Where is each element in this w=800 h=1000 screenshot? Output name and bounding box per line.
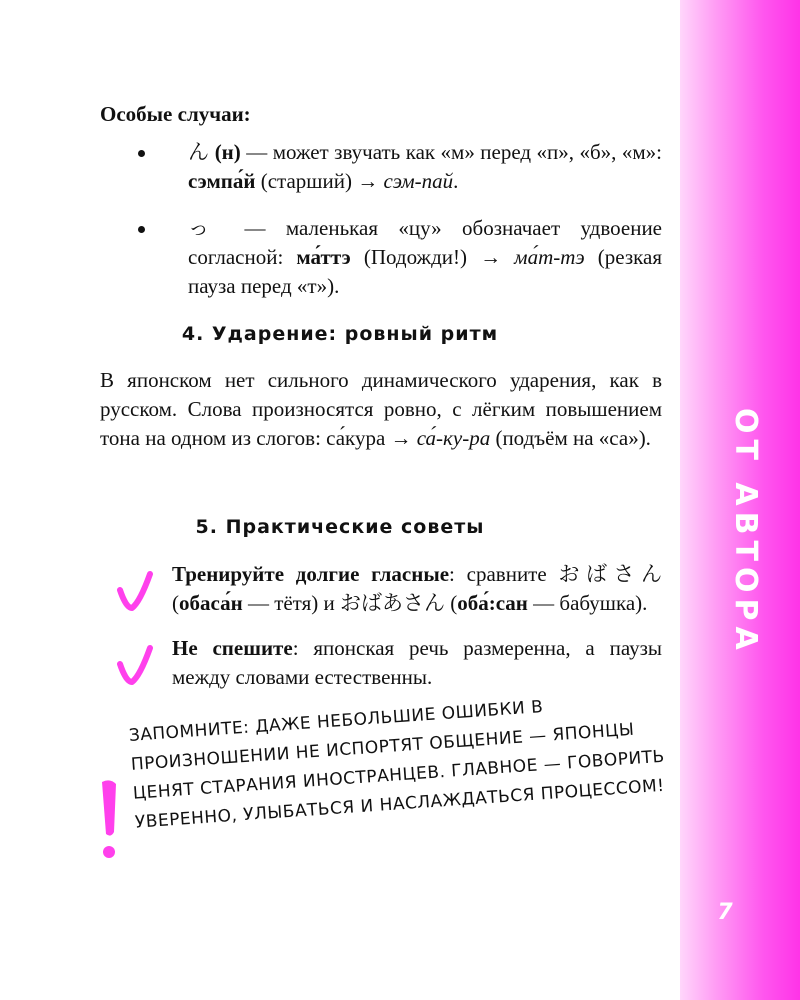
arrow-icon: → — [390, 426, 412, 450]
check-mark-icon — [116, 568, 156, 616]
pronunciation: ма́т-тэ — [514, 245, 585, 269]
item-text: — может звучать как «м» перед «п», «б», «м»: — [240, 140, 663, 164]
list-item — [100, 634, 662, 692]
exclamation-icon — [92, 776, 132, 866]
tip-text: : сравните おばさん ( — [172, 562, 662, 615]
romaji-code: (н) — [214, 140, 241, 164]
example-word: сэмпа́й — [188, 169, 256, 193]
list-item — [100, 214, 662, 301]
example-word: ма́ттэ — [296, 245, 351, 269]
pronunciation: са́-ку-ра — [416, 426, 491, 450]
item-text: (резкая пауза перед «т»). — [188, 245, 662, 298]
reminder-note: ЗАПОМНИТЕ: ДАЖЕ НЕБОЛЬШИЕ ОШИБКИ В ПРОИЗНОШЕНИИ НЕ ИСПОРТЯТ ОБЩЕНИЕ — ЯПОНЦЫ ЦЕНЯТ СТАРАНИЯ ИНОСТРАНЦЕВ. ГЛАВНОЕ — ГОВОРИТЬ УВЕРЕННО, УЛЫБАТЬСЯ И НАСЛАЖДАТЬСЯ ПРОЦЕССОМ! — [128, 697, 666, 833]
example-word: оба́:сан — [457, 591, 528, 615]
tip-text: — бабушка). — [527, 591, 648, 615]
list-item — [100, 138, 662, 196]
item-text: (старший) — [255, 169, 358, 193]
list-item — [100, 560, 662, 618]
tip-text: — тётя) и おばあさん ( — [242, 591, 458, 615]
pronunciation: сэм-пай — [383, 169, 454, 193]
tip-heading: Не спешите — [172, 636, 293, 660]
paragraph-text: В японском нет сильного динамического ударения, как в русском. Слова произносятся ровно, с лёгким повышением тона на одном из слогов: са́кура — [100, 368, 662, 450]
stress-paragraph — [100, 366, 662, 453]
tips-section-title: 5. Практические советы — [195, 516, 485, 538]
item-text: (Подожди!) — [350, 245, 481, 269]
section-label: ОТ АВТОРА — [728, 408, 763, 656]
special-cases-list — [100, 138, 662, 319]
item-text: — маленькая «цу» обозначает удвоение согласной: — [188, 216, 663, 269]
sidebar — [680, 0, 800, 1000]
tip-text: : японская речь размеренна, а паузы между словами естественны. — [172, 636, 662, 689]
page-number: 7 — [717, 900, 733, 925]
tips-list — [100, 560, 662, 708]
special-cases-title: Особые случаи: — [100, 102, 251, 126]
stress-section-title: 4. Ударение: ровный ритм — [181, 323, 499, 345]
example-word: обаса́н — [179, 591, 243, 615]
bullet-icon — [138, 150, 145, 157]
item-text: . — [453, 169, 459, 193]
check-mark-icon — [116, 642, 156, 690]
tip-heading: Тренируйте долгие гласные — [172, 562, 450, 586]
arrow-icon: → — [357, 169, 379, 193]
bullet-icon — [138, 226, 145, 233]
paragraph-text: (подъём на «са»). — [490, 426, 651, 450]
arrow-icon: → — [480, 245, 502, 269]
kana-char: ん — [188, 140, 210, 164]
kana-char: っ — [188, 216, 225, 240]
